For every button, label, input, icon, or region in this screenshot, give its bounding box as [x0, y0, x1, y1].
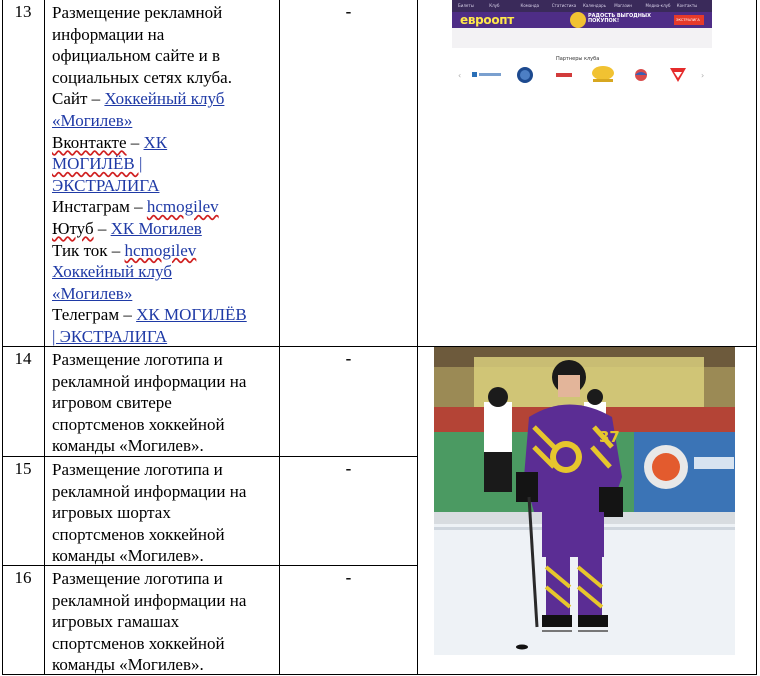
description-line	[52, 545, 279, 567]
description-line	[52, 611, 279, 633]
description-line	[52, 2, 279, 24]
social-link[interactable]: ЭКСТРАЛИГА	[52, 175, 160, 195]
description-line	[52, 261, 279, 283]
social-link[interactable]: hcmogilev	[124, 240, 197, 260]
social-link[interactable]: ХК	[143, 132, 168, 152]
hockey-player-photo	[434, 347, 735, 655]
text-fragment: –	[126, 132, 144, 152]
text-fragment: –	[93, 218, 111, 238]
text-fragment: Размещение логотипа и	[52, 460, 223, 479]
row-number: 13	[14, 2, 32, 21]
description-line	[52, 481, 279, 503]
red-brand-logo	[556, 73, 572, 77]
social-link[interactable]: Хоккейный клуб	[52, 262, 172, 282]
text-fragment: игровых гамашах	[52, 612, 180, 632]
text-fragment: рекламной информации на	[52, 371, 247, 391]
description-line	[52, 283, 279, 305]
row-description	[45, 349, 279, 457]
description-line	[52, 196, 279, 218]
table-border-right	[756, 0, 757, 675]
sponsor-banner	[452, 12, 712, 28]
social-link[interactable]: «Могилев»	[52, 283, 133, 303]
site-nav-item[interactable]: Календарь	[583, 3, 607, 8]
social-link[interactable]: | ЭКСТРАЛИГА	[52, 326, 168, 346]
row-description	[45, 2, 279, 348]
banner-brand: евроопт	[460, 13, 514, 27]
text-fragment: спортсменов хоккейной	[52, 414, 225, 434]
text-fragment: Сайт –	[52, 89, 105, 109]
row-value: -	[345, 568, 352, 587]
partner-logos-strip	[452, 64, 714, 86]
row-number: 15	[14, 459, 32, 478]
row-value: -	[345, 459, 352, 478]
text-fragment: игровом свитере	[52, 393, 172, 413]
banner-slogan-line-1: РАДОСТЬ ВЫГОДНЫХ	[588, 13, 651, 19]
text-fragment: рекламной информации на	[52, 481, 247, 501]
description-line	[52, 153, 279, 175]
description-line	[52, 67, 279, 89]
lion-emblem-icon	[570, 12, 586, 28]
text-fragment: Ютуб	[52, 218, 94, 238]
sphere-logo	[635, 69, 647, 81]
description-line	[52, 110, 279, 132]
text-fragment: Размещение логотипа и	[52, 350, 223, 369]
description-line	[52, 459, 279, 481]
site-nav-item[interactable]: Магазин	[614, 3, 633, 8]
player-illustration	[434, 347, 735, 655]
row-value: -	[345, 2, 352, 21]
row-number: 16	[14, 568, 32, 587]
text-fragment: команды «Могилев».	[52, 546, 204, 566]
text-fragment: Вконтакте	[52, 132, 127, 152]
description-line	[52, 392, 279, 414]
chevron-right-icon: ›	[701, 71, 705, 80]
social-link[interactable]: hcmogilev	[146, 197, 219, 217]
jersey-number: 37	[599, 428, 620, 446]
description-line	[52, 45, 279, 67]
site-nav-item[interactable]: Билеты	[458, 3, 474, 8]
description-line	[52, 371, 279, 393]
banner-slogan-line-2: ПОКУПОК!	[588, 18, 620, 24]
text-fragment: Размещение рекламной	[52, 3, 223, 22]
row-number: 14	[14, 349, 32, 368]
description-line	[52, 524, 279, 546]
description-line	[52, 633, 279, 655]
badge-text: ЭКСТРАЛИГА	[676, 18, 700, 22]
social-link[interactable]: Хоккейный клуб	[104, 89, 225, 109]
description-line	[52, 654, 279, 676]
social-link[interactable]: «Могилев»	[52, 110, 133, 130]
row-description	[45, 568, 279, 676]
column-divider-3	[417, 0, 418, 675]
site-nav-item[interactable]: Клуб	[489, 3, 500, 8]
banner-slogan	[588, 14, 651, 24]
social-link[interactable]: ХК МОГИЛЁВ	[136, 305, 247, 325]
text-fragment: Телеграм –	[52, 305, 137, 325]
description-line	[52, 590, 279, 612]
text-fragment: команды «Могилев».	[52, 655, 204, 675]
text-fragment: спортсменов хоккейной	[52, 633, 225, 653]
description-line	[52, 304, 279, 326]
row-description	[45, 459, 279, 567]
description-line	[52, 88, 279, 110]
description-line	[52, 435, 279, 457]
text-fragment: команды «Могилев».	[52, 436, 204, 456]
extraliga-badge	[674, 15, 704, 25]
site-nav-item[interactable]: Контакты	[676, 3, 698, 8]
text-fragment: игровых шортах	[52, 503, 171, 523]
description-line	[52, 240, 279, 262]
social-link[interactable]: МОГИЛЁВ |	[52, 154, 143, 174]
mogilev-lion-logo	[592, 66, 614, 82]
text-fragment: рекламной информации на	[52, 590, 247, 610]
belarusbank-logo	[472, 72, 501, 77]
text-fragment: информации на	[52, 24, 165, 44]
partners-title: Партнеры клуба	[556, 56, 600, 62]
text-fragment: социальных сетях клуба.	[52, 67, 232, 87]
description-line	[52, 24, 279, 46]
social-link[interactable]: ХК Могилев	[110, 218, 202, 238]
circle-emblem-logo	[517, 67, 533, 83]
description-line	[52, 218, 279, 240]
text-fragment: спортсменов хоккейной	[52, 524, 225, 544]
red-chevron-logo	[670, 68, 686, 82]
chevron-left-icon: ‹	[458, 71, 462, 80]
description-line	[52, 568, 279, 590]
site-nav-item[interactable]: Команда	[520, 3, 540, 8]
text-fragment: официальном сайте и в	[52, 46, 221, 66]
description-line	[52, 175, 279, 197]
text-fragment: Инстаграм –	[52, 197, 147, 217]
row-value: -	[345, 349, 352, 368]
description-line	[52, 349, 279, 371]
text-fragment: Тик ток –	[52, 240, 125, 260]
description-line	[52, 326, 279, 348]
description-line	[52, 132, 279, 154]
site-nav-bar	[452, 0, 712, 12]
description-line	[52, 502, 279, 524]
club-website-screenshot	[452, 0, 712, 48]
site-nav-item[interactable]: Статистика	[551, 3, 577, 8]
description-line	[52, 414, 279, 436]
text-fragment: Размещение логотипа и	[52, 569, 223, 588]
site-nav-item[interactable]: Медиа-клуб	[645, 3, 671, 8]
